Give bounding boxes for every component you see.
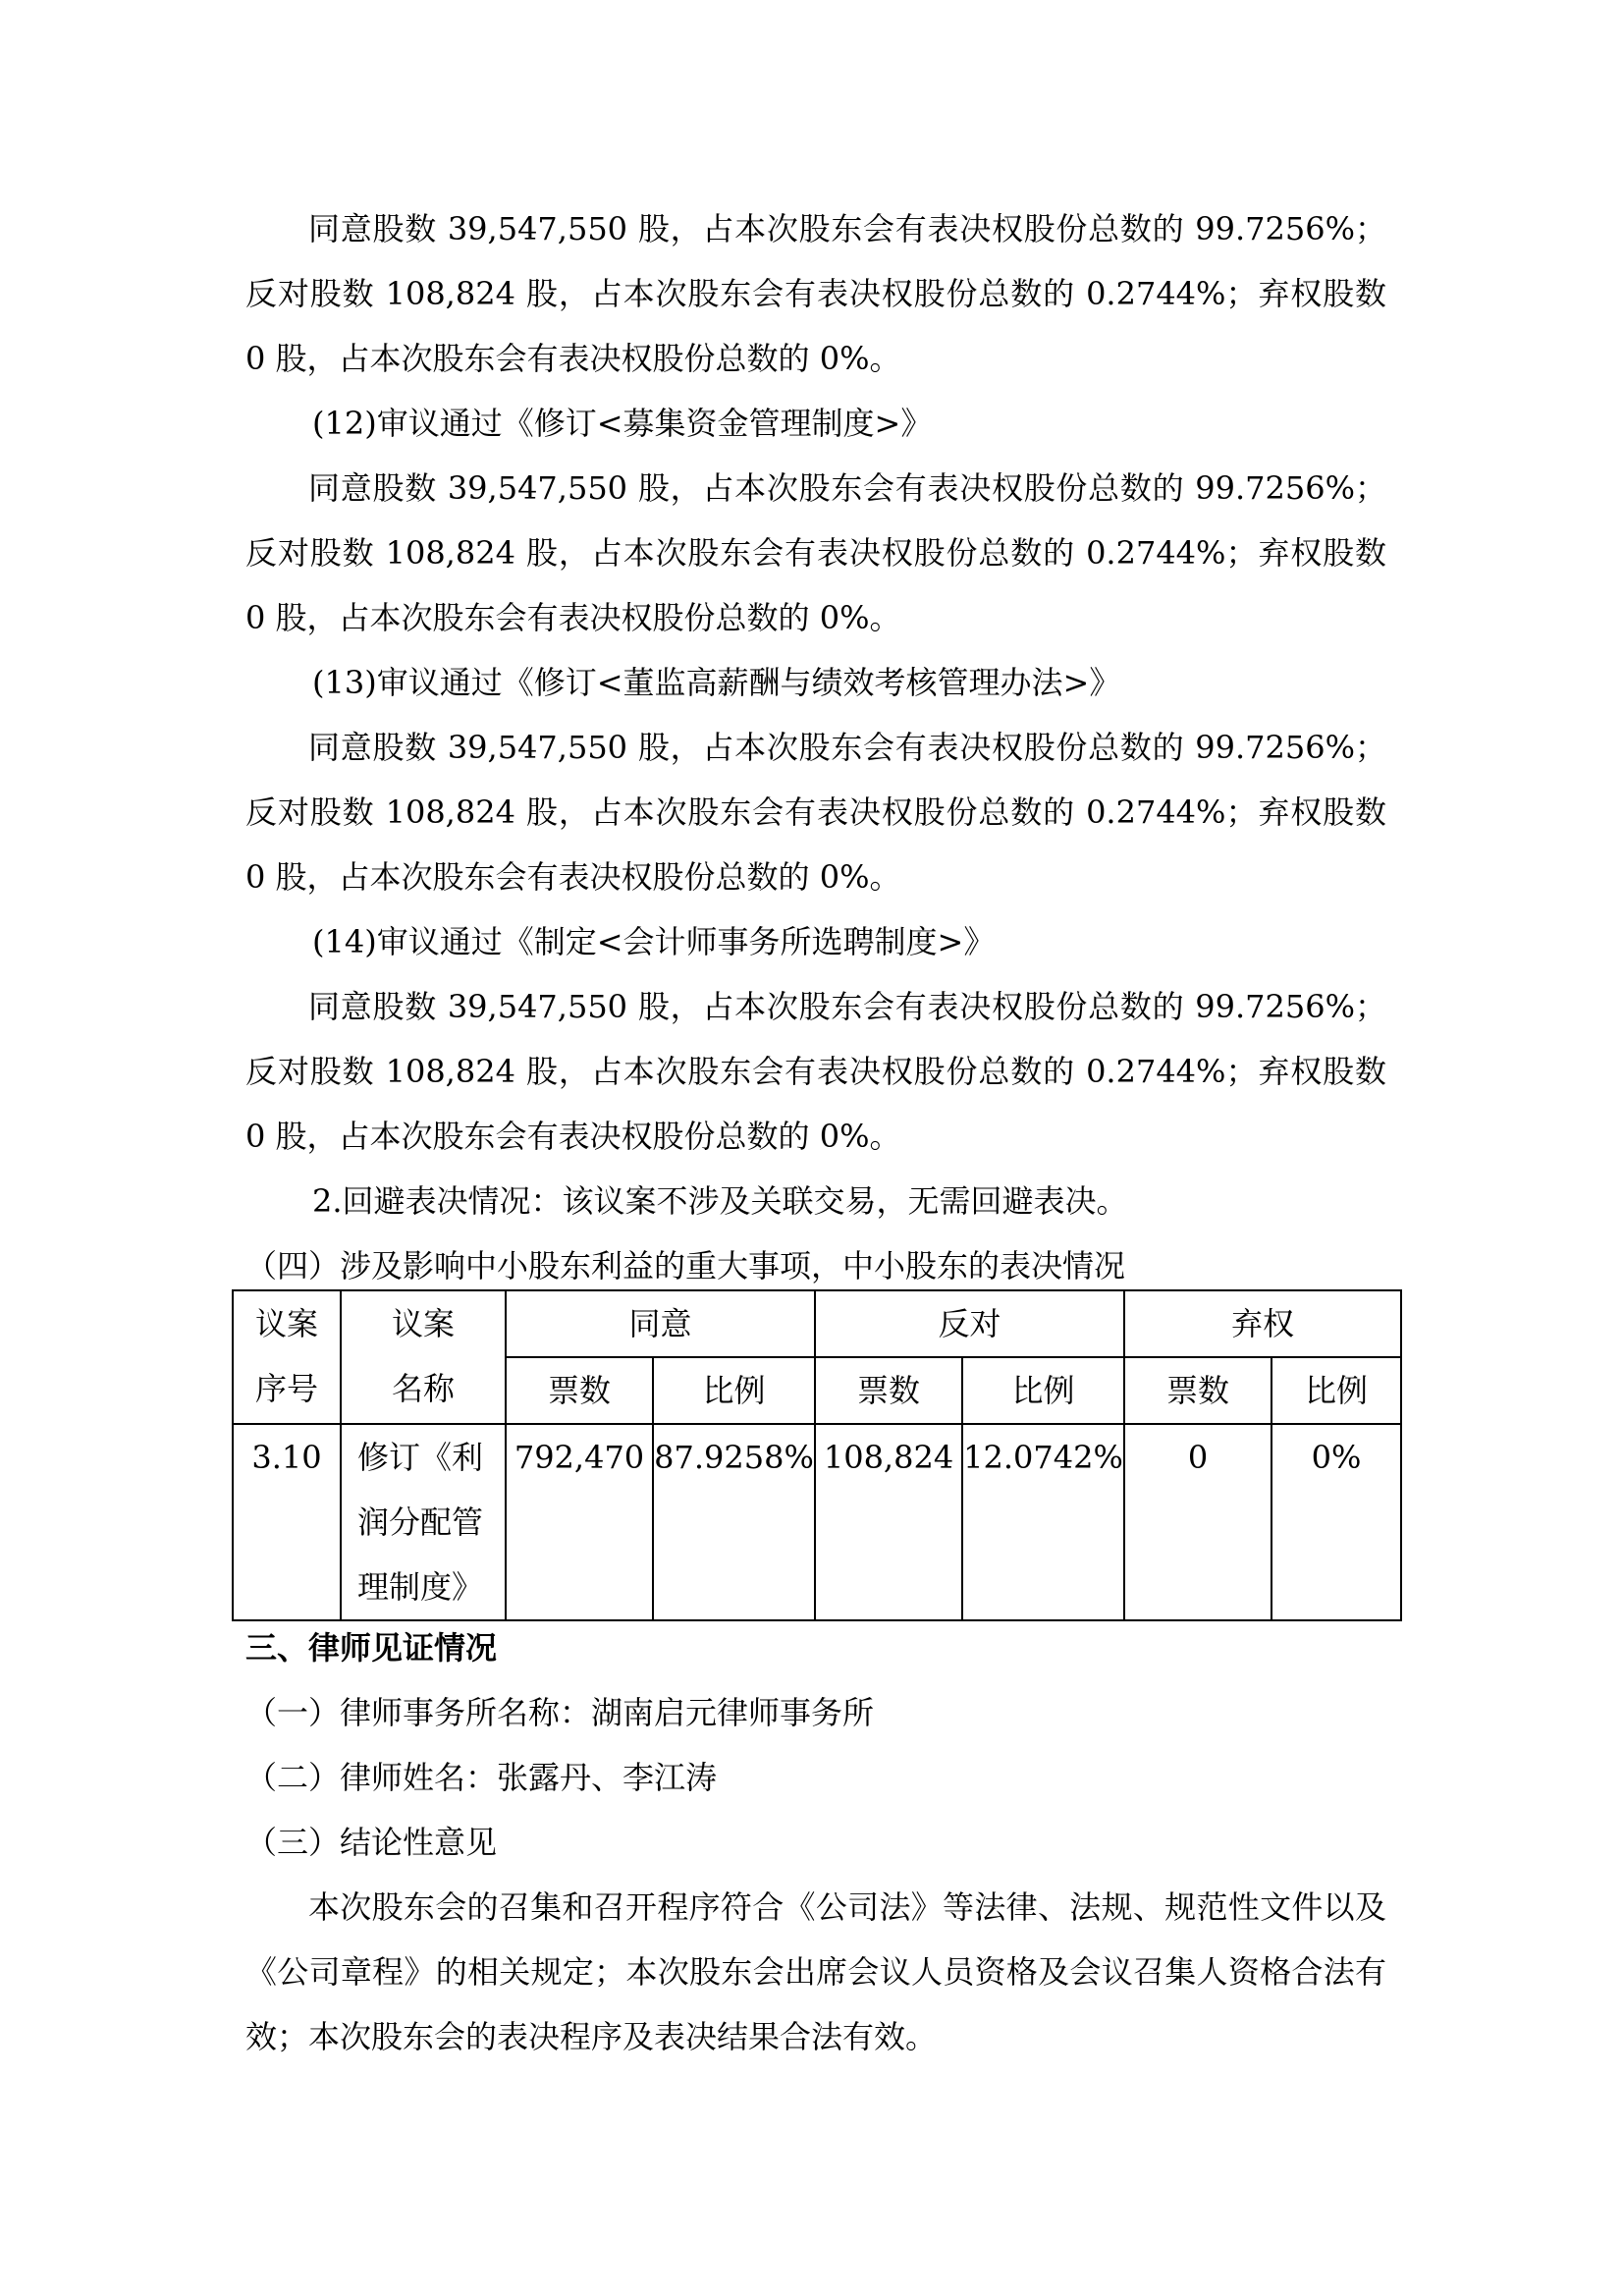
vote-result-paragraph: 同意股数 39,547,550 股，占本次股东会有表决权股份总数的 99.7256%；反对股数 108,824 股，占本次股东会有表决权股份总数的 0.2744%；弃权股数 0 股，占本次股东会有表决权股份总数的 0%。 [245, 729, 1386, 896]
header-abstain: 弃权 [1124, 1290, 1401, 1357]
header-ratio: 比例 [1271, 1357, 1401, 1424]
agree-votes: 792,470 [506, 1424, 653, 1620]
agree-ratio: 87.9258% [653, 1424, 815, 1620]
proposal-heading: (14)审议通过《制定<会计师事务所选聘制度>》 [312, 923, 996, 960]
section-title: 三、律师见证情况 [245, 1629, 498, 1667]
law-firm-line: （一）律师事务所名称：湖南启元律师事务所 [245, 1694, 875, 1731]
vote-result-paragraph: 同意股数 39,547,550 股，占本次股东会有表决权股份总数的 99.7256%；反对股数 108,824 股，占本次股东会有表决权股份总数的 0.2744%；弃权股数 0 股，占本次股东会有表决权股份总数的 0%。 [245, 469, 1386, 636]
abstain-votes: 0 [1124, 1424, 1271, 1620]
header-oppose: 反对 [815, 1290, 1124, 1357]
opinion-paragraph: 本次股东会的召集和召开程序符合《公司法》等法律、法规、规范性文件以及《公司章程》的相关规定；本次股东会出席会议人员资格及会议召集人资格合法有效；本次股东会的表决程序及表决结果合法有效。 [245, 1888, 1386, 2055]
minority-vote-table [232, 1289, 1402, 1621]
vote-result-paragraph: 同意股数 39,547,550 股，占本次股东会有表决权股份总数的 99.7256%；反对股数 108,824 股，占本次股东会有表决权股份总数的 0.2744%；弃权股数 0 股，占本次股东会有表决权股份总数的 0%。 [245, 988, 1386, 1155]
proposal-heading: (13)审议通过《修订<董监高薪酬与绩效考核管理办法>》 [312, 664, 1121, 701]
oppose-ratio: 12.0742% [962, 1424, 1124, 1620]
document-body [245, 196, 1386, 1298]
header-votes: 票数 [1124, 1357, 1271, 1424]
header-ratio: 比例 [962, 1357, 1124, 1424]
header-agree: 同意 [506, 1290, 815, 1357]
avoidance-paragraph: 2.回避表决情况：该议案不涉及关联交易，无需回避表决。 [312, 1182, 1128, 1220]
minority-heading: （四）涉及影响中小股东利益的重大事项，中小股东的表决情况 [245, 1247, 1126, 1285]
lawyer-section [245, 1615, 1386, 2069]
oppose-votes: 108,824 [815, 1424, 962, 1620]
row-name: 修订《利润分配管理制度》 [341, 1424, 506, 1620]
header-seq: 议案序号 [233, 1290, 341, 1424]
proposal-heading: (12)审议通过《修订<募集资金管理制度>》 [312, 405, 933, 442]
vote-result-paragraph: 同意股数 39,547,550 股，占本次股东会有表决权股份总数的 99.7256%；反对股数 108,824 股，占本次股东会有表决权股份总数的 0.2744%；弃权股数 0 股，占本次股东会有表决权股份总数的 0%。 [245, 210, 1386, 377]
header-votes: 票数 [506, 1357, 653, 1424]
row-seq: 3.10 [233, 1424, 341, 1620]
header-name: 议案名称 [341, 1290, 506, 1424]
lawyer-names-line: （二）律师姓名：张露丹、李江涛 [245, 1759, 718, 1796]
abstain-ratio: 0% [1271, 1424, 1401, 1620]
table-header-row [233, 1290, 1401, 1357]
opinion-heading: （三）结论性意见 [245, 1824, 498, 1861]
header-votes: 票数 [815, 1357, 962, 1424]
header-ratio: 比例 [653, 1357, 815, 1424]
table-row [233, 1424, 1401, 1620]
